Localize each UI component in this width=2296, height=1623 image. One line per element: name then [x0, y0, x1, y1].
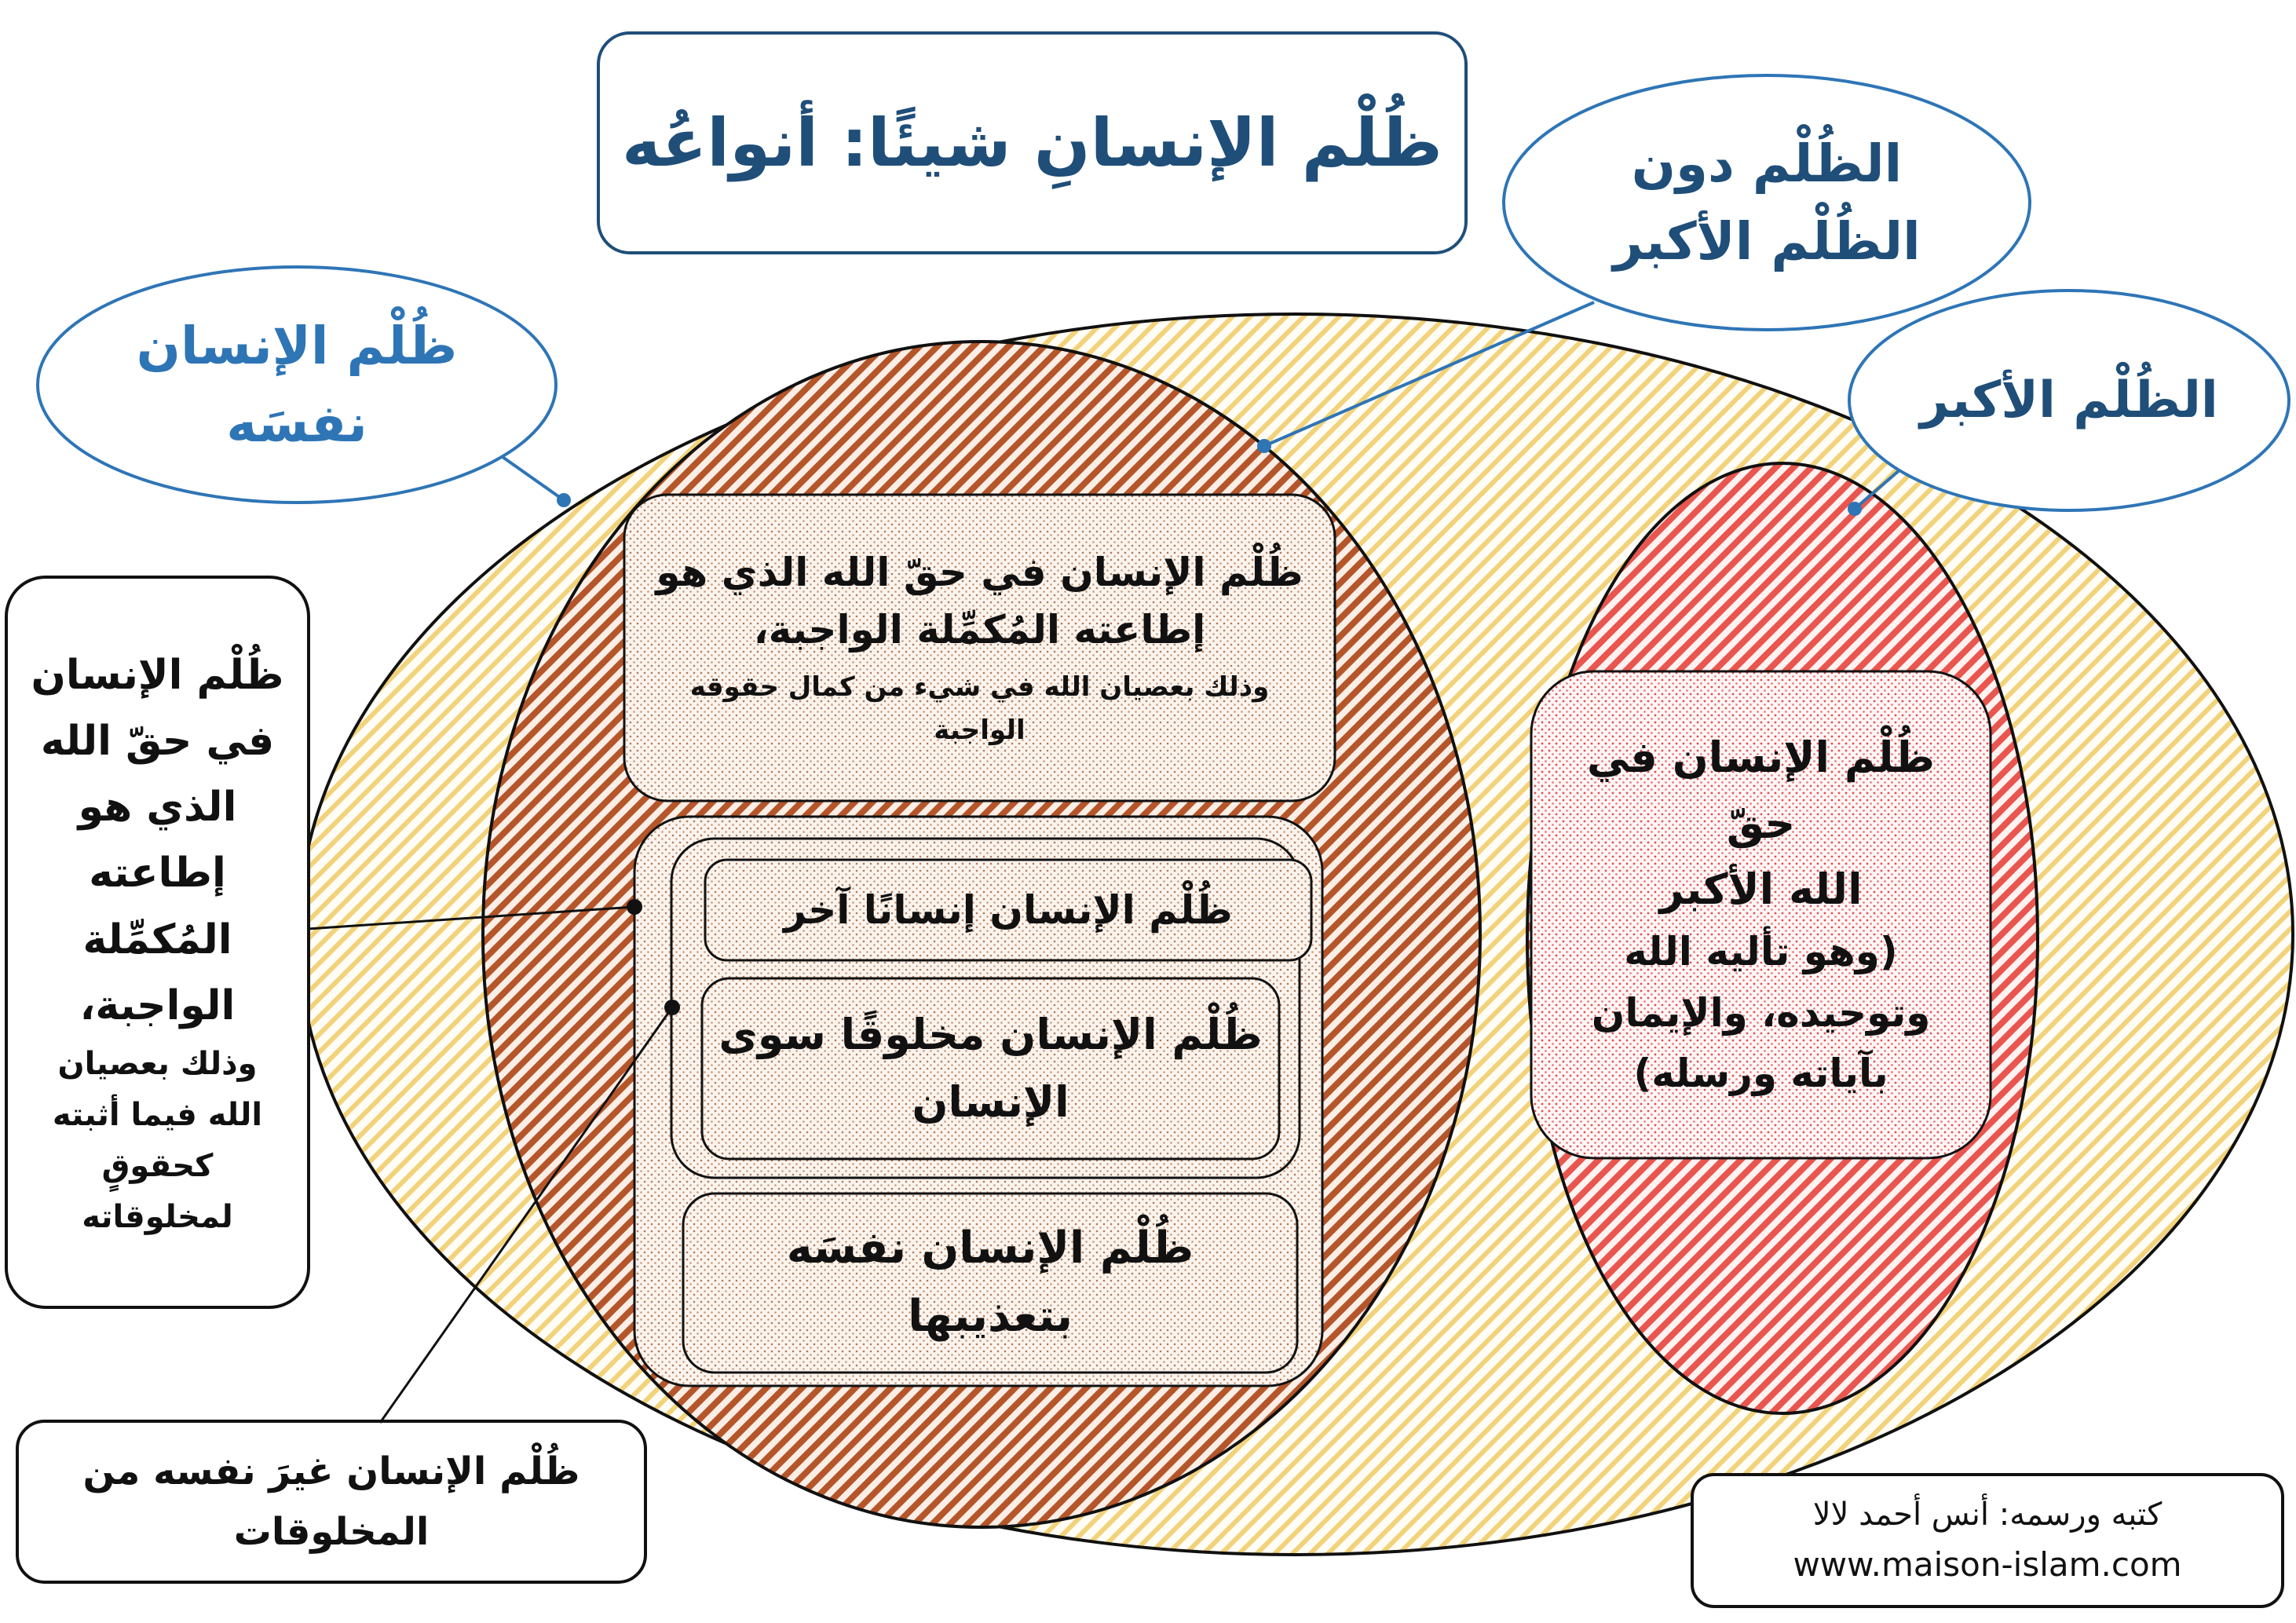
god-duties-box: [624, 495, 1335, 801]
greater-note-2: وتوحيده، والإيمان: [1591, 989, 1931, 1036]
other-human-box: [705, 860, 1311, 960]
god-duties-main-2: إطاعته المُكمِّلة الواجبة،: [753, 606, 1206, 652]
god-duties-main-1: ظُلْم الإنسان في حقّ الله الذي هو: [656, 550, 1303, 596]
bottom-line-1: ظُلْم الإنسان غيرَ نفسه من: [82, 1449, 580, 1493]
greater-wrong-text: الظُلْم الأكبر: [1920, 371, 2218, 430]
self-wrong-line-2: نفسَه: [226, 393, 367, 454]
left-main-1: ظُلْم الإنسان: [31, 651, 284, 699]
left-side-box: [6, 577, 309, 1307]
self-torture-box: [683, 1193, 1297, 1373]
greater-box: [1531, 671, 1991, 1158]
connector-dot-self-wrong: [557, 493, 571, 507]
self-torture-line-2: بتعذيبها: [908, 1291, 1073, 1342]
connector-dot-bottom-box: [664, 1000, 680, 1015]
god-duties-note-2: الواجبة: [934, 714, 1026, 746]
connector-dot-greater-wrong: [1848, 502, 1862, 516]
greater-wrong-label: [1873, 322, 2265, 479]
greater-note-1: (وهو تأليه الله: [1624, 929, 1898, 975]
self-wrong-label: [61, 291, 532, 479]
lesser-wrong-line-1: الظُلْم دون: [1631, 133, 1903, 194]
greater-note-3: بآياته ورسله): [1633, 1051, 1888, 1097]
bottom-line-2: المخلوقات: [233, 1509, 430, 1554]
left-note-4: لمخلوقاته: [82, 1198, 233, 1235]
bottom-side-box: [17, 1421, 645, 1582]
greater-main-2: الله الأكبر: [1659, 864, 1863, 914]
credit-website[interactable]: www.maison-islam.com: [1793, 1545, 2182, 1585]
left-note-3: كحقوقٍ: [101, 1147, 214, 1184]
god-duties-note-1: وذلك بعصيان الله في شيء من كمال حقوقه: [689, 671, 1270, 704]
greater-main-1: ظُلْم الإنسان في حقّ: [1586, 733, 1936, 848]
credit-author: كتبه ورسمه: أنس أحمد لالا: [1812, 1497, 2163, 1533]
lesser-wrong-label: [1531, 102, 2002, 303]
other-creature-box: [702, 978, 1279, 1159]
left-note-2: الله فيما أثبته: [52, 1096, 263, 1133]
other-human-text: ظُلْم الإنسان إنسانًا آخر: [784, 887, 1233, 933]
left-note-1: وذلك بعصيان: [57, 1046, 258, 1083]
other-creature-line-2: الإنسان: [912, 1077, 1069, 1127]
self-torture-line-1: ظُلْم الإنسان نفسَه: [786, 1223, 1194, 1274]
other-creature-line-1: ظُلْم الإنسان مخلوقًا سوى: [718, 1009, 1263, 1059]
connector-dot-left-box: [627, 899, 642, 915]
title-text: ظُلْم الإنسانِ شيئًا: أنواعُه: [621, 104, 1443, 181]
lesser-wrong-line-2: الظُلْم الأكبر: [1613, 211, 1921, 272]
left-main-2: في حقّ الله: [40, 717, 275, 765]
left-main-5: المُكمِّلة: [82, 916, 232, 963]
self-wrong-line-1: ظُلْم الإنسان: [136, 316, 458, 376]
connector-dot-lesser-wrong: [1257, 439, 1271, 453]
left-main-3: الذي هو: [78, 784, 237, 832]
left-main-6: الواجبة،: [79, 981, 236, 1029]
credit-box: [1692, 1475, 2283, 1607]
left-main-4: إطاعته: [89, 850, 226, 897]
page-title: [598, 33, 1466, 253]
